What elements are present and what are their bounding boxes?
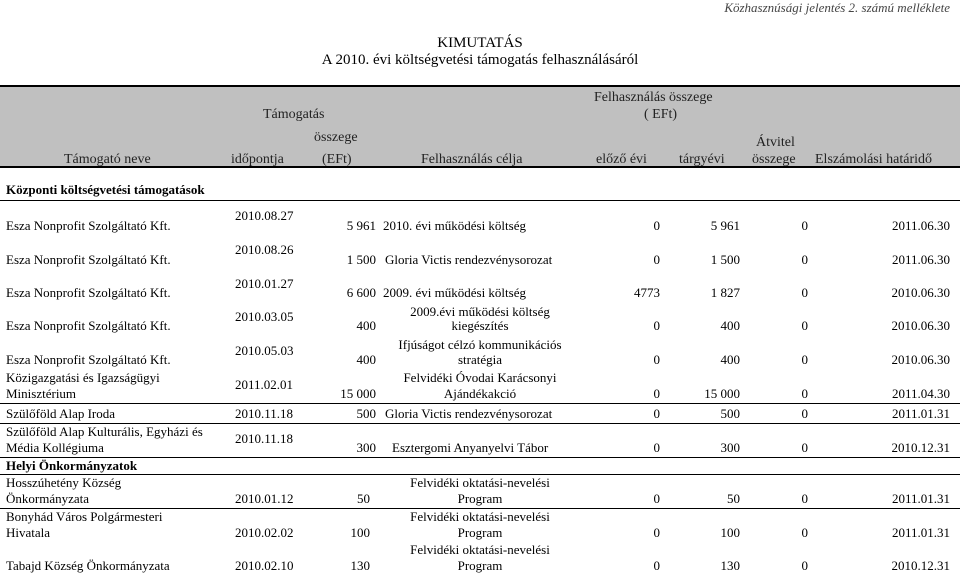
support-date: 2011.02.01	[235, 377, 294, 392]
previous-year-value: 0	[653, 525, 660, 540]
deadline: 2010.06.30	[891, 352, 950, 367]
usage-purpose: Gloria Victis rendezvénysorozat	[385, 252, 553, 267]
current-year-value: 300	[720, 440, 740, 455]
previous-year-value: 0	[653, 386, 660, 401]
transfer-value: 0	[801, 440, 808, 455]
supporter-name: Esza Nonprofit Szolgáltató Kft.	[6, 285, 171, 300]
section-title-helyi: Helyi Önkormányzatok	[6, 458, 138, 473]
previous-year-value: 0	[653, 406, 660, 421]
support-date: 2010.02.10	[235, 558, 294, 573]
usage-purpose-line1: Felvidéki oktatási-nevelési	[410, 509, 550, 524]
supporter-name-line2: Hivatala	[6, 525, 51, 540]
transfer-value: 0	[801, 386, 808, 401]
support-date: 2010.11.18	[235, 431, 294, 446]
document-note: Közhasznúsági jelentés 2. számú melléklete	[724, 0, 950, 15]
usage-purpose-line2: Program	[457, 558, 503, 573]
header-targyevi: tárgyévi	[679, 152, 725, 167]
usage-purpose: 2010. évi működési költség	[383, 218, 526, 233]
supporter-name: Szülőföld Alap Iroda	[6, 406, 116, 421]
supporter-name-line2: Média Kollégiuma	[6, 440, 104, 455]
transfer-value: 0	[801, 406, 808, 421]
supporter-name-line1: Közigazgatási és Igazságügyi	[6, 370, 160, 385]
support-date: 2010.03.05	[235, 309, 294, 324]
support-amount: 130	[350, 558, 370, 573]
transfer-value: 0	[801, 218, 808, 233]
current-year-value: 500	[720, 406, 740, 421]
supporter-name-line1: Szülőföld Alap Kulturális, Egyházi és	[6, 424, 203, 439]
support-amount: 50	[357, 491, 370, 506]
support-amount: 400	[356, 352, 376, 367]
support-date: 2010.11.18	[235, 406, 294, 421]
usage-purpose-line1: Felvidéki oktatási-nevelési	[410, 542, 550, 557]
header-atvitel-osszege: összege	[752, 152, 796, 167]
support-amount: 400	[356, 318, 376, 333]
current-year-value: 1 500	[710, 252, 740, 267]
transfer-value: 0	[801, 491, 808, 506]
current-year-value: 130	[720, 558, 740, 573]
supporter-name-line2: Önkormányzata	[6, 491, 90, 506]
support-date: 2010.01.27	[235, 276, 294, 291]
support-amount: 500	[356, 406, 376, 421]
previous-year-value: 0	[653, 440, 660, 455]
supporter-name: Esza Nonprofit Szolgáltató Kft.	[6, 252, 171, 267]
support-amount: 300	[356, 440, 376, 455]
supporter-name-line2: Minisztérium	[6, 386, 77, 401]
transfer-value: 0	[801, 352, 808, 367]
section-title-kozponti: Központi költségvetési támogatások	[6, 182, 205, 197]
previous-year-value: 0	[653, 558, 660, 573]
transfer-value: 0	[801, 525, 808, 540]
usage-purpose-line1: Ifjúságot célzó kommunikációs	[398, 337, 562, 352]
usage-purpose-line2: Ajándékakció	[443, 386, 517, 401]
deadline: 2011.01.31	[891, 525, 950, 540]
transfer-value: 0	[801, 318, 808, 333]
supporter-name-line1: Hosszúhetény Község	[6, 475, 122, 490]
support-amount: 1 500	[346, 252, 376, 267]
deadline: 2010.06.30	[891, 318, 950, 333]
support-date: 2010.02.02	[235, 525, 294, 540]
deadline: 2010.12.31	[891, 558, 950, 573]
usage-purpose: 2009. évi működési költség	[383, 285, 526, 300]
support-date: 2010.08.27	[235, 208, 294, 223]
usage-purpose: Esztergomi Anyanyelvi Tábor	[392, 440, 549, 455]
support-amount: 15 000	[340, 386, 376, 401]
current-year-value: 400	[720, 352, 740, 367]
support-date: 2010.01.12	[235, 491, 294, 506]
deadline: 2010.06.30	[891, 285, 950, 300]
usage-purpose-line2: Program	[457, 491, 503, 506]
header-felhasznalas-osszege: Felhasználás összege	[594, 90, 713, 105]
header-felhasznalas-celja: Felhasználás célja	[421, 152, 523, 167]
support-date: 2010.05.03	[235, 343, 294, 358]
current-year-value: 100	[720, 525, 740, 540]
transfer-value: 0	[801, 285, 808, 300]
deadline: 2011.06.30	[891, 218, 950, 233]
supporter-name: Esza Nonprofit Szolgáltató Kft.	[6, 352, 171, 367]
supporter-name-line1: Bonyhád Város Polgármesteri	[6, 509, 163, 524]
support-date: 2010.08.26	[235, 242, 294, 257]
header-elszamolasi-hatarido: Elszámolási határidő	[815, 152, 933, 167]
usage-purpose-line2: kiegészítés	[451, 318, 509, 333]
transfer-value: 0	[801, 558, 808, 573]
current-year-value: 400	[720, 318, 740, 333]
transfer-value: 0	[801, 252, 808, 267]
document-subtitle: A 2010. évi költségvetési támogatás felhasználásáról	[321, 52, 639, 68]
document-title: KIMUTATÁS	[437, 35, 523, 51]
header-atvitel: Átvitel	[756, 135, 795, 150]
supporter-name: Tabajd Község Önkormányzata	[6, 558, 170, 573]
support-amount: 5 961	[346, 218, 376, 233]
header-tamogato-neve: Támogató neve	[64, 152, 151, 167]
usage-purpose-line2: Program	[457, 525, 503, 540]
current-year-value: 5 961	[710, 218, 740, 233]
previous-year-value: 0	[653, 252, 660, 267]
header-osszege: összege	[314, 130, 358, 145]
current-year-value: 15 000	[704, 386, 740, 401]
deadline: 2011.01.31	[891, 406, 950, 421]
usage-purpose-line1: Felvidéki Óvodai Karácsonyi	[403, 370, 557, 385]
support-amount: 6 600	[346, 285, 376, 300]
row-divider	[0, 403, 960, 404]
previous-year-value: 0	[653, 352, 660, 367]
deadline: 2011.06.30	[891, 252, 950, 267]
current-year-value: 1 827	[710, 285, 740, 300]
current-year-value: 50	[727, 491, 740, 506]
supporter-name: Esza Nonprofit Szolgáltató Kft.	[6, 218, 171, 233]
row-divider	[0, 457, 960, 458]
usage-purpose-line1: Felvidéki oktatási-nevelési	[410, 475, 550, 490]
deadline: 2011.01.31	[891, 491, 950, 506]
usage-purpose-line1: 2009.évi működési költség	[410, 304, 550, 319]
previous-year-value: 0	[653, 218, 660, 233]
previous-year-value: 0	[653, 491, 660, 506]
header-eft: (EFt)	[322, 152, 352, 167]
header-tamogatas: Támogatás	[263, 107, 325, 122]
deadline: 2010.12.31	[891, 440, 950, 455]
supporter-name: Esza Nonprofit Szolgáltató Kft.	[6, 318, 171, 333]
header-elozo-evi: előző évi	[596, 152, 647, 167]
header-eft-paren: ( EFt)	[644, 107, 678, 122]
previous-year-value: 0	[653, 318, 660, 333]
usage-purpose-line2: stratégia	[457, 352, 503, 367]
usage-purpose: Gloria Victis rendezvénysorozat	[385, 406, 553, 421]
deadline: 2011.04.30	[891, 386, 950, 401]
support-amount: 100	[350, 525, 370, 540]
header-idopontja: időpontja	[231, 152, 284, 167]
previous-year-value: 4773	[634, 285, 660, 300]
table-header	[0, 85, 960, 168]
row-divider	[0, 200, 960, 201]
